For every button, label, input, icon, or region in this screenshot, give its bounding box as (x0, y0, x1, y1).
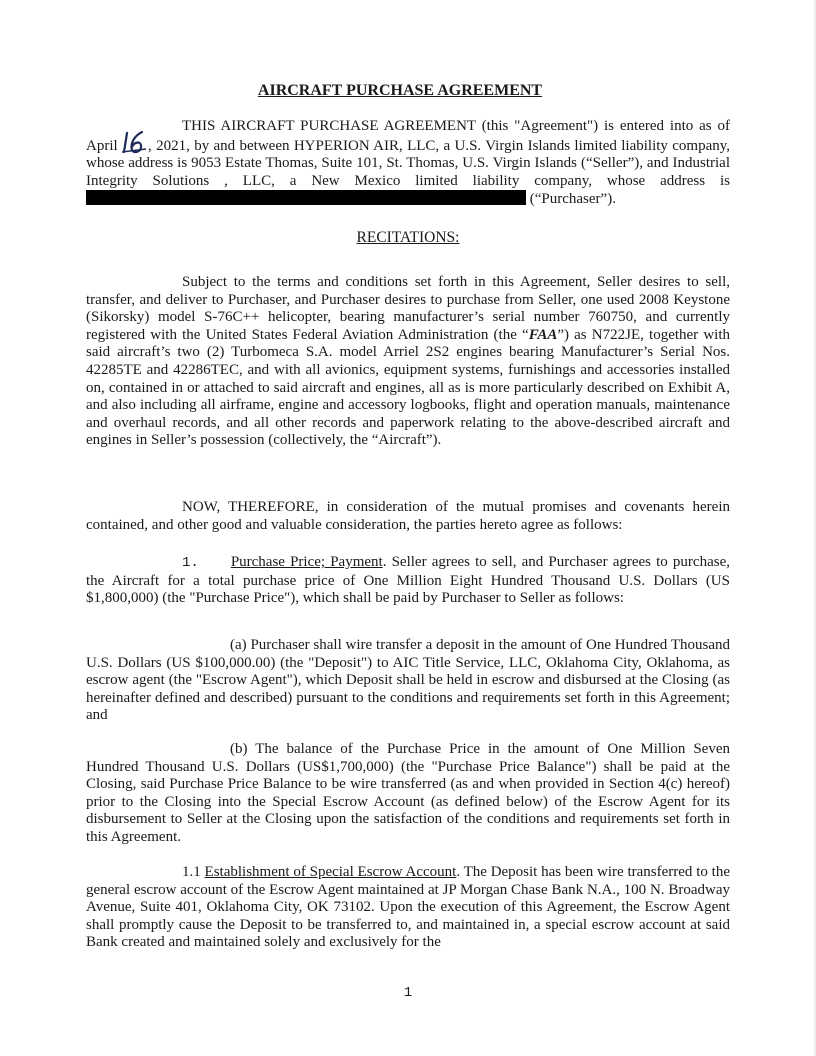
document-title: AIRCRAFT PURCHASE AGREEMENT (257, 82, 543, 99)
intro-paragraph (86, 118, 730, 209)
recitations-text-2: ”) as N722JE, together with said aircraft’s two (2) Turbomeca S.A. model Arriel 2S2 engines bearing Manufacturer’s Serial Nos. 42285TE and 42286TEC, and with all avionics, equipment systems, furnishings and accessories installed on, contained in or attached to said aircraft and engines, all as is more particularly described on Exhibit A, and also including all airframe, engine and accessory logbooks, flight and operation manuals, maintenance and overhaul records, and all other records and paperwork relating to the above-described aircraft and engines in Seller’s possession (collectively, the “Aircraft”). (86, 326, 730, 449)
intro-part1: THIS AIRCRAFT PURCHASE AGREEMENT (this "Agreement") is entered into as of April (86, 118, 730, 154)
now-therefore-text: NOW, THEREFORE, in consideration of the mutual promises and covenants herein contained, and other good and valuable consideration, the parties hereto agree as follows: (86, 499, 730, 533)
handwritten-day (122, 136, 148, 152)
intro-part3: (“Purchaser”). (526, 191, 616, 208)
handwritten-day-signature-icon (122, 130, 148, 154)
section-1-paragraph (86, 554, 730, 608)
section-1-1-paragraph (86, 864, 730, 952)
recitations-heading: RECITATIONS: (356, 229, 460, 246)
now-therefore-paragraph (86, 499, 730, 534)
intro-part2: , 2021, by and between HYPERION AIR, LLC, a U.S. Virgin Islands limited liability company, whose address is 9053 Estate Thomas, Suite 101, St. Thomas, U.S. Virgin Islands (“Seller”), and Industrial Integrity Solutions , LLC, a New Mexico limited liability company, whose address is (86, 137, 731, 189)
section-1-heading: Purchase Price; Payment (230, 554, 383, 570)
page-number: 1 (403, 985, 413, 1001)
clause-a-paragraph (86, 637, 730, 725)
redacted-address (86, 190, 526, 205)
section-1-1-text: . The Deposit has been wire transferred to the general escrow account of the Escrow Agent maintained at JP Morgan Chase Bank N.A., 100 N. Broadway Avenue, Suite 401, Oklahoma City, OK 73102. Upon the execution of this Agreement, the Escrow Agent shall promptly cause the Deposit to be transferred to, and maintained in, a special escrow account at said Bank created and maintained solely and exclusively for the (86, 864, 730, 951)
clause-a-text: (a) Purchaser shall wire transfer a deposit in the amount of One Hundred Thousand U.S. Dollars (US $100,000.00) (the "Deposit") to AIC Title Service, LLC, Oklahoma City, Oklahoma, as escrow agent (the "Escrow Agent"), which Deposit shall be held in escrow and disbursed at the Closing (as hereinafter defined and described) pursuant to the conditions and requirements set forth in this Agreement; and (86, 637, 730, 724)
faa-term: FAA (528, 326, 558, 343)
section-1-1-number: 1.1 (182, 864, 205, 880)
recitations-paragraph (86, 274, 730, 450)
clause-b-text: (b) The balance of the Purchase Price in the amount of One Million Seven Hundred Thousand U.S. Dollars (US$1,700,000) (the "Purchase Price Balance") shall be paid at the Closing, said Purchase Price Balance to be wire transferred (as and when provided in Section 4(c) hereof) prior to the Closing into the Special Escrow Account (as defined below) of the Escrow Agent for its disbursement to Seller at the Closing upon the satisfaction of the conditions and requirements set forth in this Agreement. (86, 741, 730, 845)
recitations-text: Subject to the terms and conditions set forth in this Agreement, Seller desires to sell, transfer, and deliver to Purchaser, and Purchaser desires to purchase from Seller, one used 2008 Keystone (Sikorsky) model S-76C++ helicopter, bearing manufacturer’s serial number 760750, and currently registered with the United States Federal Aviation Administration (the “ (86, 274, 730, 343)
section-1-1-heading: Establishment of Special Escrow Account (204, 864, 457, 880)
clause-b-paragraph (86, 741, 730, 847)
section-1-text: . Seller agrees to sell, and Purchaser agrees to purchase, the Aircraft for a total purchase price of One Million Eight Hundred Thousand U.S. Dollars (US $1,800,000) (the "Purchase Price"), which shall be paid by Purchaser to Seller as follows: (86, 554, 730, 607)
section-1-number: 1. (182, 555, 199, 571)
